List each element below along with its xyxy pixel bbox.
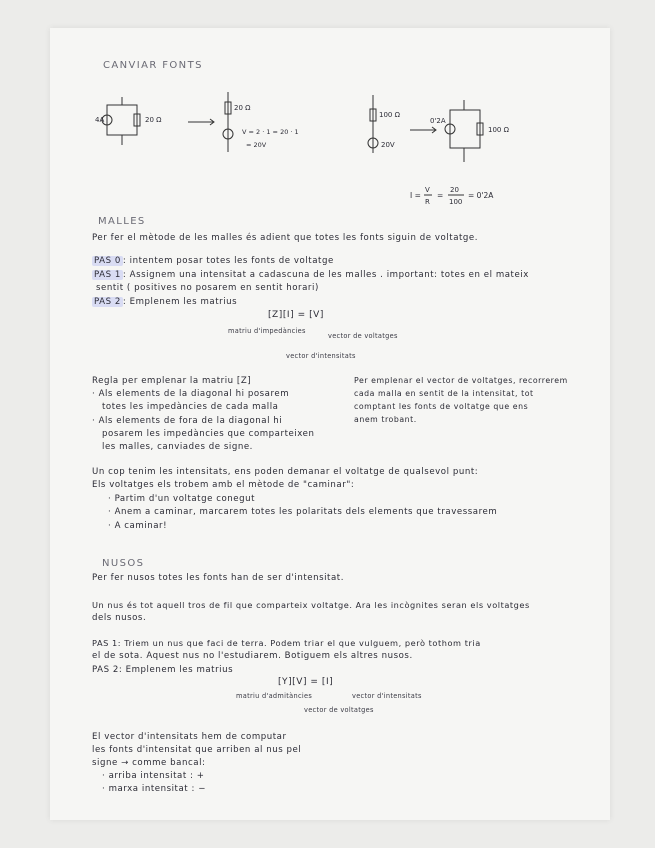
after-bullet-1: · Partim d'un voltatge conegut [108,494,256,504]
rule-title: Regla per emplenar la matriu [Z] [92,376,252,386]
nusos-pas1-line2: el de sota. Aquest nus no l'estudiarem. Botiguem els altres nusos. [92,651,413,661]
c1-resistor: 20 Ω [145,116,162,124]
svg-text:= 0'2A: = 0'2A [468,191,494,200]
section-title-malles: MALLES [98,216,146,227]
nusos-matrix-equation: [Y][V] = [I] [278,677,334,687]
svg-text:R: R [425,198,430,206]
c4-resistor: 100 Ω [488,126,509,134]
rule-line-2: totes les impedàncies de cada malla [102,402,279,412]
end-line-1: El vector d'intensitats hem de computar [92,732,287,742]
malles-intro: Per fer el mètode de les malles és adient que totes les fonts siguin de voltatge. [92,233,479,243]
svg-text:100: 100 [449,198,463,206]
section-title-canviar: CANVIAR FONTS [103,60,203,71]
c1-current: 4A [95,116,105,124]
svg-text:I =: I = [410,191,421,200]
label-admittance-matrix: matriu d'admitàncies [236,692,313,700]
label-voltage-vector-2: vector de voltatges [304,706,374,714]
malles-pas1: PAS 1 : Assignem una intensitat a cadascuna de les malles . important: totes en el mateix [94,270,529,280]
svg-text:20: 20 [450,186,459,194]
after-bullet-3: · A caminar! [108,521,168,531]
arrow-icon [188,118,218,126]
label-voltage-vector: vector de voltatges [328,332,398,340]
end-line-3: signe → comme bancal: [92,758,206,768]
voltage-rule-line-2: cada malla en sentit de la intensitat, tot [354,389,534,398]
nusos-pas1: PAS 1: Triem un nus que faci de terra. Podem triar el que vulguem, però tothom tria [92,638,481,648]
end-bullet-1: · arriba intensitat : + [102,771,205,781]
c2-resistor: 20 Ω [234,104,251,112]
malles-pas2: PAS 2 : Emplenem les matrius [94,297,238,307]
rule-line-5: les malles, canviades de signe. [102,442,253,452]
voltage-rule-line-4: anem trobant. [354,415,417,424]
c3-resistor: 100 Ω [379,111,400,119]
svg-text:V: V [425,186,430,194]
label-current-vector-2: vector d'intensitats [352,692,422,700]
c2-eq1: V = 2 · 1 = 20 · 1 [242,128,299,136]
after-line-2: Els voltatges els trobem amb el mètode de "caminar": [92,480,355,490]
c2-eq2: = 20V [246,141,267,149]
svg-text:=: = [437,191,444,200]
malles-pas1-line2: sentit ( positives no posarem en sentit horari) [96,283,319,293]
nusos-def-line-1: Un nus és tot aquell tros de fil que comparteix voltatge. Ara les incògnites seran els voltatges [92,600,530,610]
rule-line-1: · Als elements de la diagonal hi posarem [92,389,290,399]
end-bullet-2: · marxa intensitat : − [102,784,206,794]
section-title-nusos: NUSOS [102,558,145,569]
end-line-2: les fonts d'intensitat que arriben al nus pel [92,745,302,755]
label-impedance-matrix: matriu d'impedàncies [228,327,306,335]
after-bullet-2: · Anem a caminar, marcarem totes les polaritats dels elements que travessarem [108,507,498,517]
rule-line-4: posarem les impedàncies que comparteixen [102,429,315,439]
voltage-rule-line-3: comptant les fonts de voltatge que ens [354,402,529,411]
circuit-voltage-source-series [220,92,310,164]
c4-current: 0'2A [430,117,446,125]
rule-line-3: · Als elements de fora de la diagonal hi [92,416,283,426]
label-current-vector: vector d'intensitats [286,352,356,360]
circuit-current-source-parallel-2 [430,100,530,164]
after-line-1: Un cop tenim les intensitats, ens poden demanar el voltatge de qualsevol punt: [92,467,479,477]
nusos-pas2: PAS 2: Emplenem les matrius [92,665,234,675]
nusos-intro: Per fer nusos totes les fonts han de ser d'intensitat. [92,573,344,583]
malles-pas0: PAS 0 : intentem posar totes les fonts de voltatge [94,256,334,266]
ohm-formula [410,182,540,210]
malles-matrix-equation: [Z][I] = [V] [268,310,324,320]
c3-voltage: 20V [381,141,395,149]
circuit-current-source-parallel [95,95,185,155]
voltage-rule-line-1: Per emplenar el vector de voltatges, recorrerem [354,376,568,385]
circuit-voltage-source-series-2 [365,95,415,157]
nusos-def-line-2: dels nusos. [92,613,147,623]
